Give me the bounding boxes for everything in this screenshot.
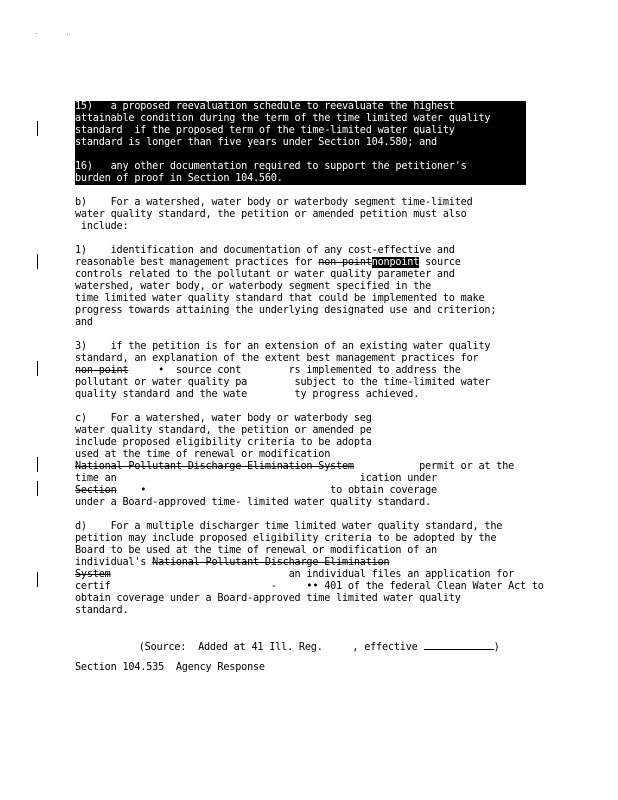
source-note-prefix: (Source: Added at 41 Ill. Reg. bbox=[138, 642, 323, 653]
change-bar bbox=[37, 121, 38, 136]
text-line: and bbox=[75, 317, 93, 328]
struck-text: Section bbox=[75, 485, 117, 496]
text-line bbox=[75, 149, 526, 161]
source-note: (Source: Added at 41 Ill. Reg. , effective ) bbox=[138, 642, 500, 653]
text-line: reasonable best management practices for non pointnonpoint source bbox=[75, 257, 461, 268]
text-line: include proposed eligibility criteria to be adopta bbox=[75, 437, 372, 448]
text-line: standard. bbox=[75, 605, 129, 616]
scan-speck bbox=[36, 33, 37, 34]
text-line: certif - •• 401 of the federal Clean Water Act to bbox=[75, 581, 544, 592]
text-line: include: bbox=[75, 221, 129, 232]
text-line: attainable condition during the term of the time limited water quality bbox=[75, 113, 526, 125]
text-line: time an ication under bbox=[75, 473, 437, 484]
effective-date-blank bbox=[424, 640, 494, 650]
text-line: 3) if the petition is for an extension of an existing water quality bbox=[75, 341, 491, 352]
text-line: time limited water quality standard that could be implemented to make bbox=[75, 293, 485, 304]
change-bar bbox=[37, 481, 38, 496]
text-line: non point • source cont rs implemented to address the bbox=[75, 365, 461, 376]
change-bar bbox=[37, 361, 38, 376]
struck-text: non point bbox=[75, 365, 129, 376]
text-line: petition may include proposed eligibility criteria to be adopted by the bbox=[75, 533, 497, 544]
text-line: National Pollutant Discharge Elimination System permit or at the bbox=[75, 461, 515, 472]
text-line: System an individual files an application for bbox=[75, 569, 515, 580]
struck-text: National Pollutant Discharge Elimination bbox=[152, 557, 390, 568]
text-line: standard, an explanation of the extent best management practices for bbox=[75, 353, 479, 364]
struck-text: System bbox=[75, 569, 111, 580]
change-bar bbox=[37, 254, 38, 269]
text-line: used at the time of renewal or modification bbox=[75, 449, 331, 460]
text-line: pollutant or water quality pa subject to the time-limited water bbox=[75, 377, 491, 388]
text-line: obtain coverage under a Board-approved time limited water quality bbox=[75, 593, 461, 604]
struck-text: non point bbox=[318, 257, 372, 268]
source-note-effective: , effective bbox=[352, 642, 418, 653]
text-line: d) For a multiple discharger time limited water quality standard, the bbox=[75, 521, 503, 532]
text-line: c) For a watershed, water body or waterbody seg bbox=[75, 413, 372, 424]
text-line: progress towards attaining the underlying designated use and criterion; bbox=[75, 305, 497, 316]
text-line: Section • to obtain coverage bbox=[75, 485, 437, 496]
text-line: water quality standard, the petition or amended pe bbox=[75, 425, 372, 436]
text-line: watershed, water body, or waterbody segment specified in the bbox=[75, 281, 432, 292]
text-line: water quality standard, the petition or amended petition must also bbox=[75, 209, 467, 220]
text-line: under a Board-approved time- limited water quality standard. bbox=[75, 497, 432, 508]
text-line: Board to be used at the time of renewal or modification of an bbox=[75, 545, 437, 556]
text-line: burden of proof in Section 104.560. bbox=[75, 173, 526, 185]
scan-speck bbox=[67, 34, 68, 35]
struck-text: National Pollutant Discharge Elimination System bbox=[75, 461, 354, 472]
text-line: 15) a proposed reevaluation schedule to reevaluate the highest bbox=[75, 101, 526, 113]
text-line: 1) identification and documentation of any cost-effective and bbox=[75, 245, 455, 256]
text-line: b) For a watershed, water body or waterbody segment time-limited bbox=[75, 197, 473, 208]
text-line: controls related to the pollutant or water quality parameter and bbox=[75, 269, 455, 280]
section-heading: Section 104.535 Agency Response bbox=[75, 662, 265, 673]
text-line: 16) any other documentation required to support the petitioner's bbox=[75, 161, 526, 173]
text-line: standard if the proposed term of the time-limited water quality bbox=[75, 125, 526, 137]
inserted-text: nonpoint bbox=[371, 257, 420, 268]
change-bar bbox=[37, 572, 38, 587]
change-bar bbox=[37, 457, 38, 472]
text-line: individual's National Pollutant Discharge Elimination bbox=[75, 557, 390, 568]
text-line: quality standard and the wate ty progress achieved. bbox=[75, 389, 420, 400]
text-line: standard is longer than five years under Section 104.580; and bbox=[75, 137, 526, 149]
